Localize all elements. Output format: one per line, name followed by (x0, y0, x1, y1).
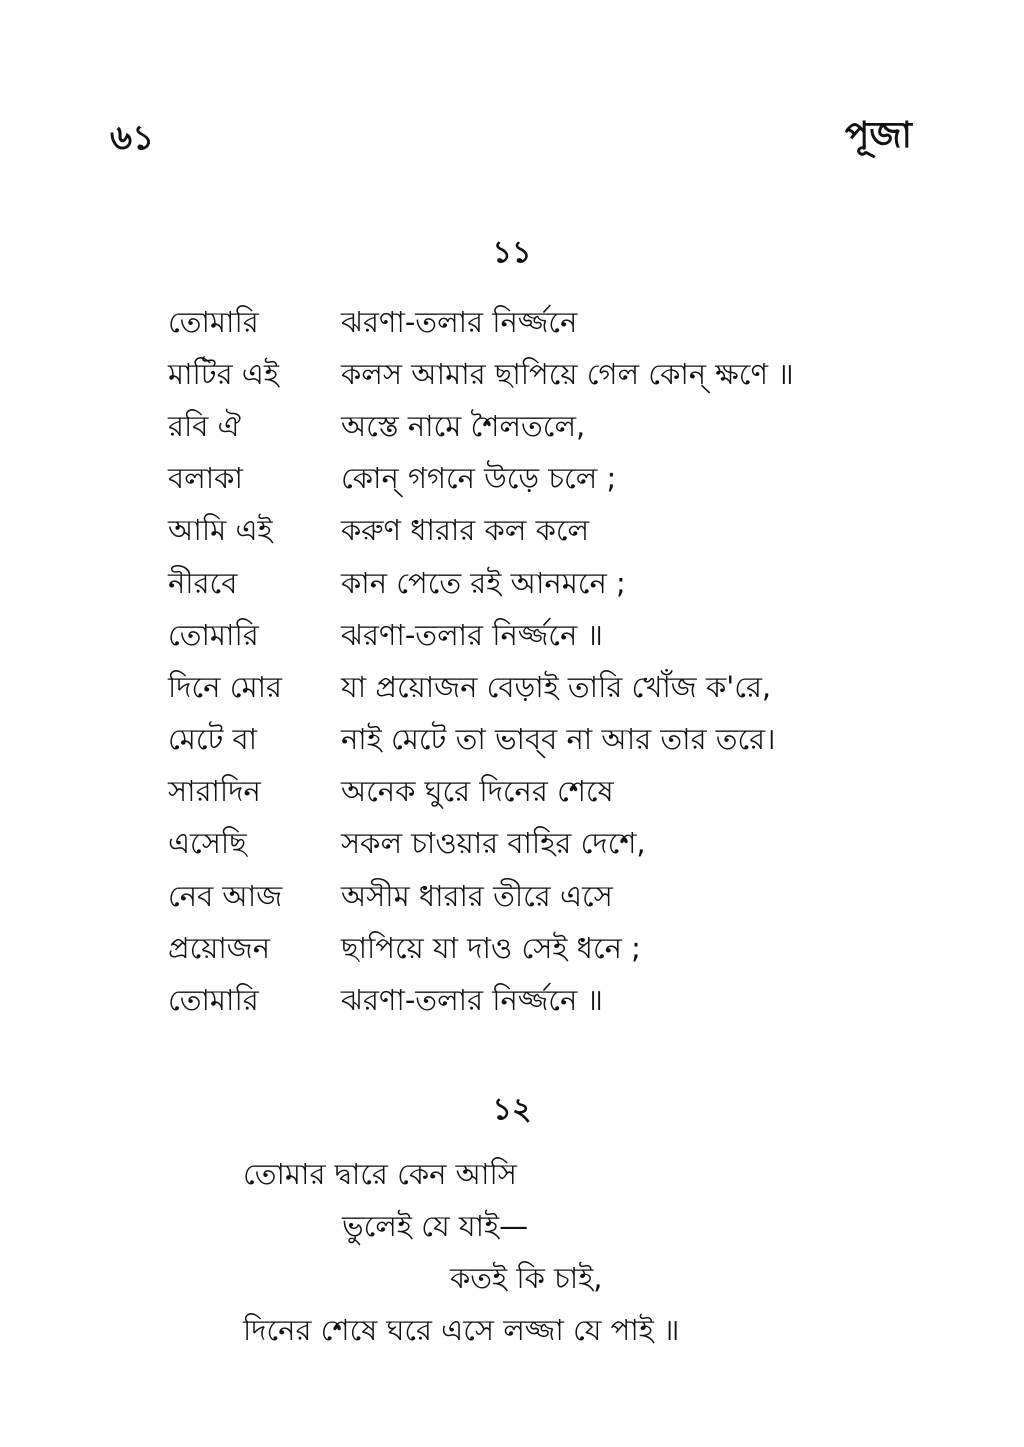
running-head: পূজা (844, 115, 912, 156)
verse-line-text: কান পেতে রই আনমনে ; (341, 565, 626, 600)
verse-line-text: কোন্ গগনে উড়ে চলে ; (341, 461, 617, 496)
verse-line (168, 820, 794, 872)
verse-line-text: নাই মেটে তা ভাব্‌ব না আর তার তরে। (341, 722, 776, 757)
verse-line-lead: আমি এই (168, 513, 273, 548)
verse-line-lead: তোমারি (168, 617, 259, 652)
verse-line-text: ঝরণা-তলার নির্জ্জনে ॥ (341, 617, 603, 652)
verse-line (168, 507, 794, 559)
verse-line-lead: তোমারি (168, 304, 259, 339)
verse-line-text: ছাপিয়ে যা দাও সেই ধনে ; (341, 930, 641, 965)
song-number: ১১ (492, 235, 532, 270)
verse-line-text: সকল চাওয়ার বাহির দেশে, (341, 826, 646, 861)
verse-line (168, 872, 794, 924)
verse-line-lead: মাটির এই (168, 356, 279, 391)
verse-line-lead: সারাদিন (168, 774, 261, 809)
verse-line-lead: তোমারি (168, 983, 259, 1018)
verse-line-lead: বলাকা (168, 461, 243, 496)
verse-line (168, 924, 794, 976)
verse-line: ভুলেই যে যাই— (342, 1209, 529, 1243)
verse-line-text: অনেক ঘুরে দিনের শেষে (341, 774, 614, 809)
verse-line (168, 716, 794, 768)
verse-line-text: যা প্রয়োজন বেড়াই তারি খোঁজ ক'রে, (341, 669, 772, 704)
verse-line (168, 611, 794, 663)
verse-line-text: করুণ ধারার কল কলে (341, 513, 590, 548)
verse-line (168, 298, 794, 350)
verse-line (168, 455, 794, 507)
song-number: ১২ (492, 1092, 532, 1127)
verse-line: তোমার দ্বারে কেন আসি (243, 1157, 517, 1191)
verse-line (168, 768, 794, 820)
verse-line-lead: নীরবে (168, 565, 238, 600)
verse-line-text: অসীম ধারার তীরে এসে (341, 878, 613, 913)
verse-line (168, 663, 794, 715)
verse-line (168, 976, 794, 1028)
verse-line-lead: নেব আজ (168, 878, 283, 913)
verse-line-lead: দিনে মোর (168, 669, 282, 704)
page-number: ৬১ (110, 118, 155, 158)
verse-line-lead: এসেছি (168, 826, 247, 861)
verse-line-text: কলস আমার ছাপিয়ে গেল কোন্ ক্ষণে ॥ (341, 356, 794, 391)
verse-line (168, 559, 794, 611)
verse-line: দিনের শেষে ঘরে এসে লজ্জা যে পাই ॥ (243, 1313, 680, 1347)
verse-line-lead: মেটে বা (168, 722, 258, 757)
verse-line (168, 402, 794, 454)
verse-line (168, 350, 794, 402)
verse-line-lead: প্রয়োজন (168, 930, 271, 965)
verse-line-text: ঝরণা-তলার নির্জ্জনে ॥ (341, 983, 603, 1018)
verse-line-text: অস্তে নামে শৈলতলে, (341, 408, 586, 443)
verse-line-text: ঝরণা-তলার নির্জ্জনে (341, 304, 578, 339)
song-11-verse (168, 298, 794, 1029)
verse-line: কতই কি চাই, (450, 1261, 603, 1295)
verse-line-lead: রবি ঐ (168, 408, 241, 443)
